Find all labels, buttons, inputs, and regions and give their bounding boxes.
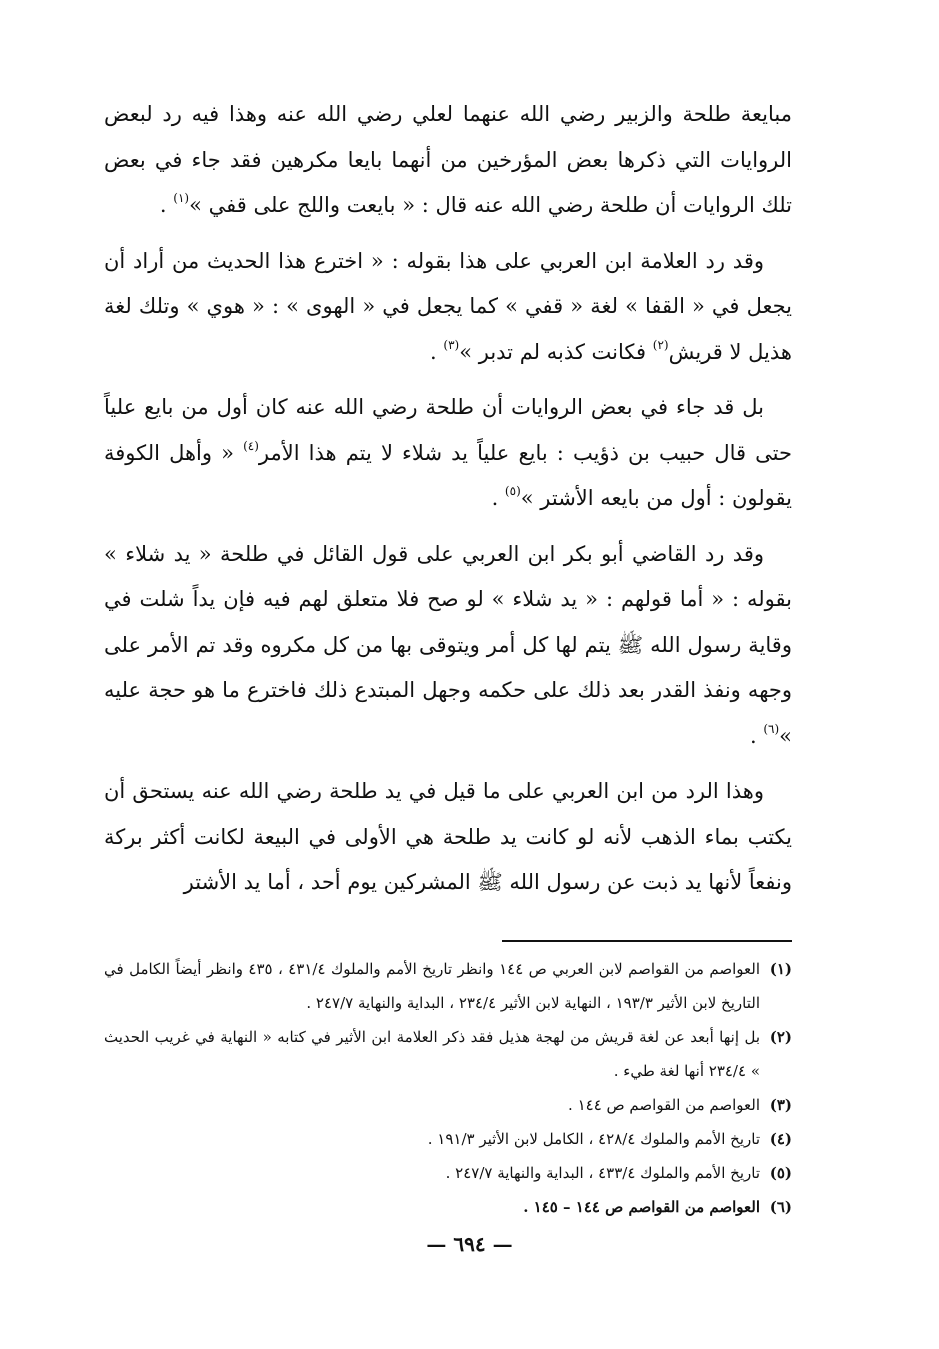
- footnote-text: تاريخ الأمم والملوك ٤٢٨/٤ ، الكامل لابن الأثير ١٩١/٣ .: [427, 1130, 760, 1148]
- paragraph-4: [104, 532, 792, 760]
- footnote-ref-5: (٥): [504, 484, 521, 498]
- paragraph-2-end: .: [430, 339, 444, 364]
- footnote-ref-1: (١): [173, 191, 190, 205]
- footnote-text: العواصم من القواصم ص ١٤٤ – ١٤٥ .: [523, 1198, 760, 1216]
- footnote-ref-6: (٦): [763, 721, 780, 736]
- footnote-5: [104, 1156, 792, 1190]
- paragraph-1: [104, 92, 792, 229]
- footnote-1: [104, 952, 792, 1020]
- footnote-6: [104, 1190, 792, 1224]
- paragraph-1-text: مبايعة طلحة والزبير رضي الله عنهما لعلي رضي الله عنه وهذا فيه رد لبعض الروايات التي ذكرها بعض المؤرخين من أنهما بايعا مكرهين فقد جاء في بعض تلك الروايات أن طلحة رضي الله عنه قال : « بايعت واللج على قفي »: [104, 102, 792, 217]
- paragraph-5: [104, 769, 792, 906]
- footnote-number: (٥): [769, 1164, 792, 1182]
- footnote-number: (٣): [769, 1096, 792, 1114]
- footnote-2: [104, 1020, 792, 1088]
- footnote-ref-4: (٤): [243, 438, 259, 453]
- footnote-number: (٢): [769, 1028, 792, 1046]
- paragraph-5-text: وهذا الرد من ابن العربي على ما قيل في يد طلحة رضي الله عنه يستحق أن يكتب بماء الذهب لأنه لو كانت يد طلحة هي الأولى في البيعة لكانت أكثر بركة ونفعاً لأنها يد ذبت عن رسول الله ﷺ المشركين يوم أحد ، أما يد الأشتر: [104, 779, 792, 894]
- paragraph-4-end: .: [749, 723, 764, 748]
- paragraph-1-end: .: [159, 193, 174, 217]
- paragraph-4-text: وقد رد القاضي أبو بكر ابن العربي على قول القائل في طلحة « يد شلاء » بقوله : « أما قولهم : « يد شلاء » لو صح فلا متعلق لهم فيه فإن يداً شلت في وقاية رسول الله ﷺ يتم لها كل أمر ويتوقى بها من كل مكروه وقد تم الأمر على وجهه ونفذ القدر بعد ذلك على حكمه وجهل المبتدع ذلك فاخترع ما هو حجة عليه »: [104, 541, 792, 748]
- footnotes: [104, 952, 792, 1224]
- footnote-text: العواصم من القواصم ص ١٤٤ .: [568, 1096, 760, 1114]
- footnote-ref-3: (٣): [443, 337, 460, 352]
- footnote-divider: [502, 940, 792, 942]
- footnote-text: بل إنها أبعد عن لغة قريش من لهجة هذيل فقد ذكر العلامة ابن الأثير في كتابه « النهاية في غريب الحديث » ٢٣٤/٤ أنها لغة طيء .: [104, 1028, 760, 1080]
- footnote-text: تاريخ الأمم والملوك ٤٣٣/٤ ، البداية والنهاية ٢٤٧/٧ .: [445, 1164, 760, 1182]
- footnote-number: (١): [769, 960, 792, 978]
- footnote-text: العواصم من القواصم لابن العربي ص ١٤٤ وانظر تاريخ الأمم والملوك ٤٣١/٤ ، ٤٣٥ وانظر أيضاً الكامل في التاريخ لابن الأثير ١٩٣/٣ ، النهاية لابن الأثير ٢٣٤/٤ ، البداية والنهاية ٢٤٧/٧ .: [104, 960, 760, 1012]
- paragraph-3: [104, 385, 792, 522]
- main-text: [104, 92, 792, 916]
- footnote-number: (٦): [769, 1198, 792, 1216]
- paragraph-2-text: وقد رد العلامة ابن العربي على هذا بقوله : « اخترع هذا الحديث من أراد أن يجعل في « القفا » لغة « قفي » كما يجعل في « الهوى » : « هوي » وتلك لغة هذيل لا قريش: [104, 248, 792, 364]
- paragraph-2-mid: فكانت كذبه لم تدبر »: [459, 339, 647, 364]
- footnote-ref-2: (٢): [652, 337, 669, 352]
- paragraph-2: [104, 239, 792, 376]
- paragraph-3-end: .: [491, 486, 505, 510]
- page-number: — ٦٩٤ —: [426, 1232, 513, 1256]
- paragraph-3-text: بل قد جاء في بعض الروايات أن طلحة رضي الله عنه كان أول من بايع علياً حتى قال حبيب بن ذؤيب : بايع علياً يد شلاء لا يتم هذا الأمر: [104, 395, 792, 465]
- footnote-3: [104, 1088, 792, 1122]
- footnote-4: [104, 1122, 792, 1156]
- paragraph-3-mid: « وأهل الكوفة يقولون : أول من بايعه الأشتر »: [104, 440, 792, 510]
- footnote-number: (٤): [769, 1130, 792, 1148]
